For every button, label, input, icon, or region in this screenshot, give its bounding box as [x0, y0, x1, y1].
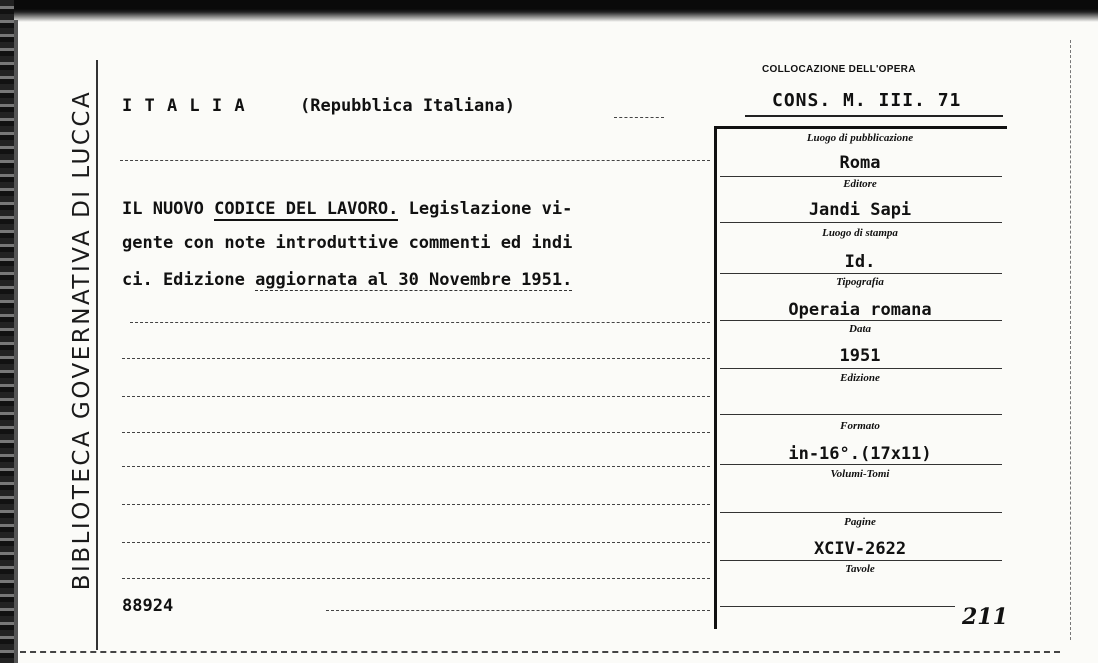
collocation-code: CONS. M. III. 71 — [772, 90, 962, 111]
description-line-3 — [122, 270, 572, 290]
dotted-line — [122, 396, 710, 397]
field-rule — [720, 606, 955, 607]
handwritten-note: 211 — [962, 604, 1008, 630]
field-rule — [720, 464, 1002, 465]
description-line-2: gente con note introduttive commenti ed indi — [122, 233, 573, 253]
dotted-line — [122, 358, 710, 359]
scan-left-edge — [0, 0, 14, 663]
field-rule — [720, 320, 1002, 321]
margin-line — [96, 60, 98, 650]
field-label-place-of-publication: Luogo di pubblicazione — [806, 132, 914, 144]
field-value-publisher: Jandi Sapi — [808, 200, 912, 220]
description-rest: Legislazione vi- — [398, 199, 573, 219]
description-line-1 — [122, 199, 572, 219]
library-name: BIBLIOTECA GOVERNATIVA DI LUCCA — [69, 89, 95, 591]
heading-country-detail: (Repubblica Italiana) — [300, 96, 515, 116]
dotted-line — [122, 578, 710, 579]
field-rule — [720, 414, 1002, 415]
field-rule — [720, 222, 1002, 223]
field-value-pages: XCIV-2622 — [813, 539, 907, 559]
dotted-line — [614, 117, 664, 118]
field-rule — [720, 176, 1002, 177]
field-label-pages: Pagine — [844, 516, 876, 528]
description-date: aggiornata al 30 Novembre 1951. — [255, 270, 573, 290]
field-value-printer: Operaia romana — [788, 300, 932, 320]
field-value-place-of-printing: Id. — [844, 252, 876, 272]
collocation-underline — [745, 115, 1003, 117]
field-value-format: in-16°.(17x11) — [788, 444, 932, 464]
dotted-line — [130, 322, 710, 323]
scan-top-edge — [0, 0, 1098, 22]
field-value-date: 1951 — [839, 346, 881, 366]
inventory-number: 88924 — [122, 596, 174, 616]
field-label-printer: Tipografia — [836, 276, 884, 288]
field-label-edition: Edizione — [840, 372, 880, 384]
field-label-publisher: Editore — [843, 178, 877, 190]
field-rule — [720, 273, 1002, 274]
dotted-line — [122, 432, 710, 433]
description-prefix: IL NUOVO — [122, 199, 215, 219]
description-edition: ci. Edizione — [122, 270, 256, 290]
dotted-line — [122, 542, 710, 543]
card-bottom-edge — [20, 651, 1060, 653]
scan-left-shadow — [14, 20, 18, 663]
field-label-place-of-printing: Luogo di stampa — [822, 227, 898, 239]
field-label-format: Formato — [840, 420, 880, 432]
dotted-line — [122, 504, 710, 505]
dotted-line — [120, 160, 710, 161]
heading-country: I T A L I A — [122, 96, 246, 116]
work-title: CODICE DEL LAVORO. — [214, 199, 399, 219]
field-rule — [720, 560, 1002, 561]
dotted-line — [326, 610, 710, 611]
field-label-volumes: Volumi-Tomi — [830, 468, 890, 480]
card-right-edge — [1070, 40, 1071, 640]
field-label-date: Data — [849, 323, 871, 335]
field-rule — [720, 368, 1002, 369]
collocation-header: COLLOCAZIONE DELL'OPERA — [762, 64, 916, 75]
dotted-line — [122, 466, 710, 467]
field-rule — [720, 512, 1002, 513]
field-label-plates: Tavole — [845, 563, 875, 575]
field-value-place-of-publication: Roma — [839, 153, 881, 173]
